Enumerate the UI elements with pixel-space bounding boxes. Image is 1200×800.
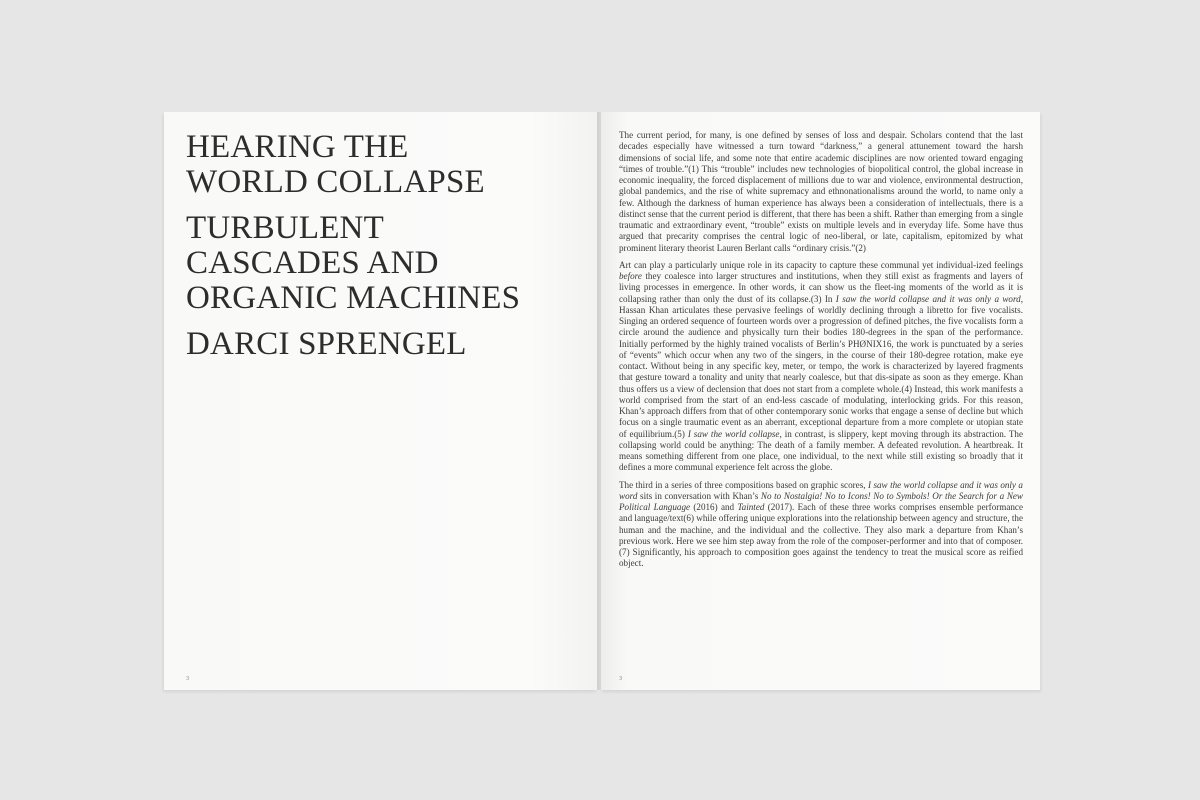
author-name — [186, 327, 591, 362]
right-page-number: 3 — [619, 676, 622, 682]
italic-title-run: No to Nostalgia! No to Icons! No to Symbols! Or the Search for a New Political Language — [619, 490, 1023, 512]
title-line: TURBULENT — [186, 210, 384, 246]
text-run: The current period, for many, is one defined by senses of loss and despair. Scholars contend that the last decades especially have witnessed a turn toward “darkness,” a general attunement toward the harsh dimensions of social life, and some note that entire academic disciplines are now oriented toward engaging “times of trouble.”(1) This “trouble” includes new technologies of biopolitical control, the global increase in economic inequality, the forced displacement of millions due to war and violence, environmental destruction, global pandemics, and the rise of white supremacy and ethnonationalisms around the world, to name only a few. Although the darkness of human experience has always been a consideration of intellectuals, there is a distinct sense that the current period is different, that there has been a shift. Rather than emerging from a single traumatic and extraordinary event, “trouble” exists on multiple levels and in everyday life. Some have thus argued that precarity comprises the central logic of neo-liberal, or late, capitalism, epitomized by what prominent literary theorist Lauren Berlant calls “ordinary crisis.”(2) — [619, 130, 1023, 253]
italic-title-run: I saw the world collapse and it was only a word — [835, 293, 1021, 304]
title-line: WORLD COLLAPSE — [186, 164, 485, 200]
title-stack — [186, 130, 591, 373]
left-page — [164, 112, 597, 690]
book-spread — [164, 112, 1040, 690]
main-title — [186, 130, 591, 200]
body-paragraph — [619, 130, 1023, 254]
subtitle — [186, 211, 591, 316]
title-line: DARCI SPRENGEL — [186, 326, 467, 362]
text-run: Art can play a particularly unique role in its capacity to capture these communal yet individual-ized feelings — [619, 259, 1023, 270]
text-run: The third in a series of three compositions based on graphic scores, — [619, 479, 868, 490]
italic-title-run: Tainted — [737, 502, 765, 512]
text-run: they coalesce into larger structures and institutions, when they still exist as fragments and layers of living processes in emergence. In other words, it can show us the fleet-ing moments of the world as it is collapsing rather than only the dust of its collapse.(3) In — [619, 271, 1023, 304]
italic-title-run: I saw the world collapse — [687, 428, 780, 439]
italic-title-run: I saw the world collapse and it was only a word — [619, 479, 1023, 501]
text-run: , in contrast, is slippery, kept moving through its abstraction. The collapsing world could be anything: The death of a family member. A defeated revolution. A heartbreak. It means something different from one place, one individual, to the next while still existing so broadly that it defines a more communal experience felt across the globe. — [619, 428, 1024, 473]
left-page-number: 3 — [186, 676, 189, 682]
text-run: , Hassan Khan articulates these pervasive feelings of worldly declining through a libretto for five vocalists. Singing an ordered sequence of fourteen words over a progression of defined pitches, the five vocalists form a circle around the audience and physically turn their bodies 180-degrees in the span of the performance. Initially performed by the highly trained vocalists of Berlin’s PHØNIX16, the work is punctuated by a series of “events” which occur when any two of the singers, in the course of their 180-degree rotation, make eye contact. Without being in any specific key, meter, or tempo, the work is characterized by layered fragments that gesture toward a tonality and unity that nearly coalesce, but that dis-sipate as soon as they emerge. Khan thus offers us a view of declension that does not start from a complete whole.(4) Instead, this work manifests a world comprised from the start of an end-less cascade of modulating, interlocking grids. For this reason, Khan’s approach differs from that of other contemporary sonic works that engage a sense of decline but which focus on a single traumatic event as an aberrant, exceptional departure from a more complete or utopian state of equilibrium.(5) — [619, 293, 1024, 439]
body-paragraph — [619, 260, 1023, 474]
title-line: ORGANIC MACHINES — [186, 280, 521, 316]
text-run: (2016) and — [690, 502, 738, 512]
body-paragraph — [619, 480, 1023, 570]
text-run: (2017). Each of these three works comprises ensemble performance and language/text(6) while offering unique explorations into the relationship between agency and structure, the human and the machine, and the individual and the collective. They also mark a departure from Khan’s previous work. Here we see him step away from the role of the composer-performer and into that of composer.(7) Significantly, his approach to composition goes against the tendency to treat the musical score as reified object. — [619, 502, 1023, 569]
title-line: CASCADES AND — [186, 245, 439, 281]
essay-body — [619, 130, 1023, 576]
text-run: sits in conversation with Khan’s — [637, 490, 761, 501]
italic-title-run: before — [619, 271, 642, 281]
right-page — [601, 112, 1040, 690]
title-line: HEARING THE — [186, 129, 409, 165]
